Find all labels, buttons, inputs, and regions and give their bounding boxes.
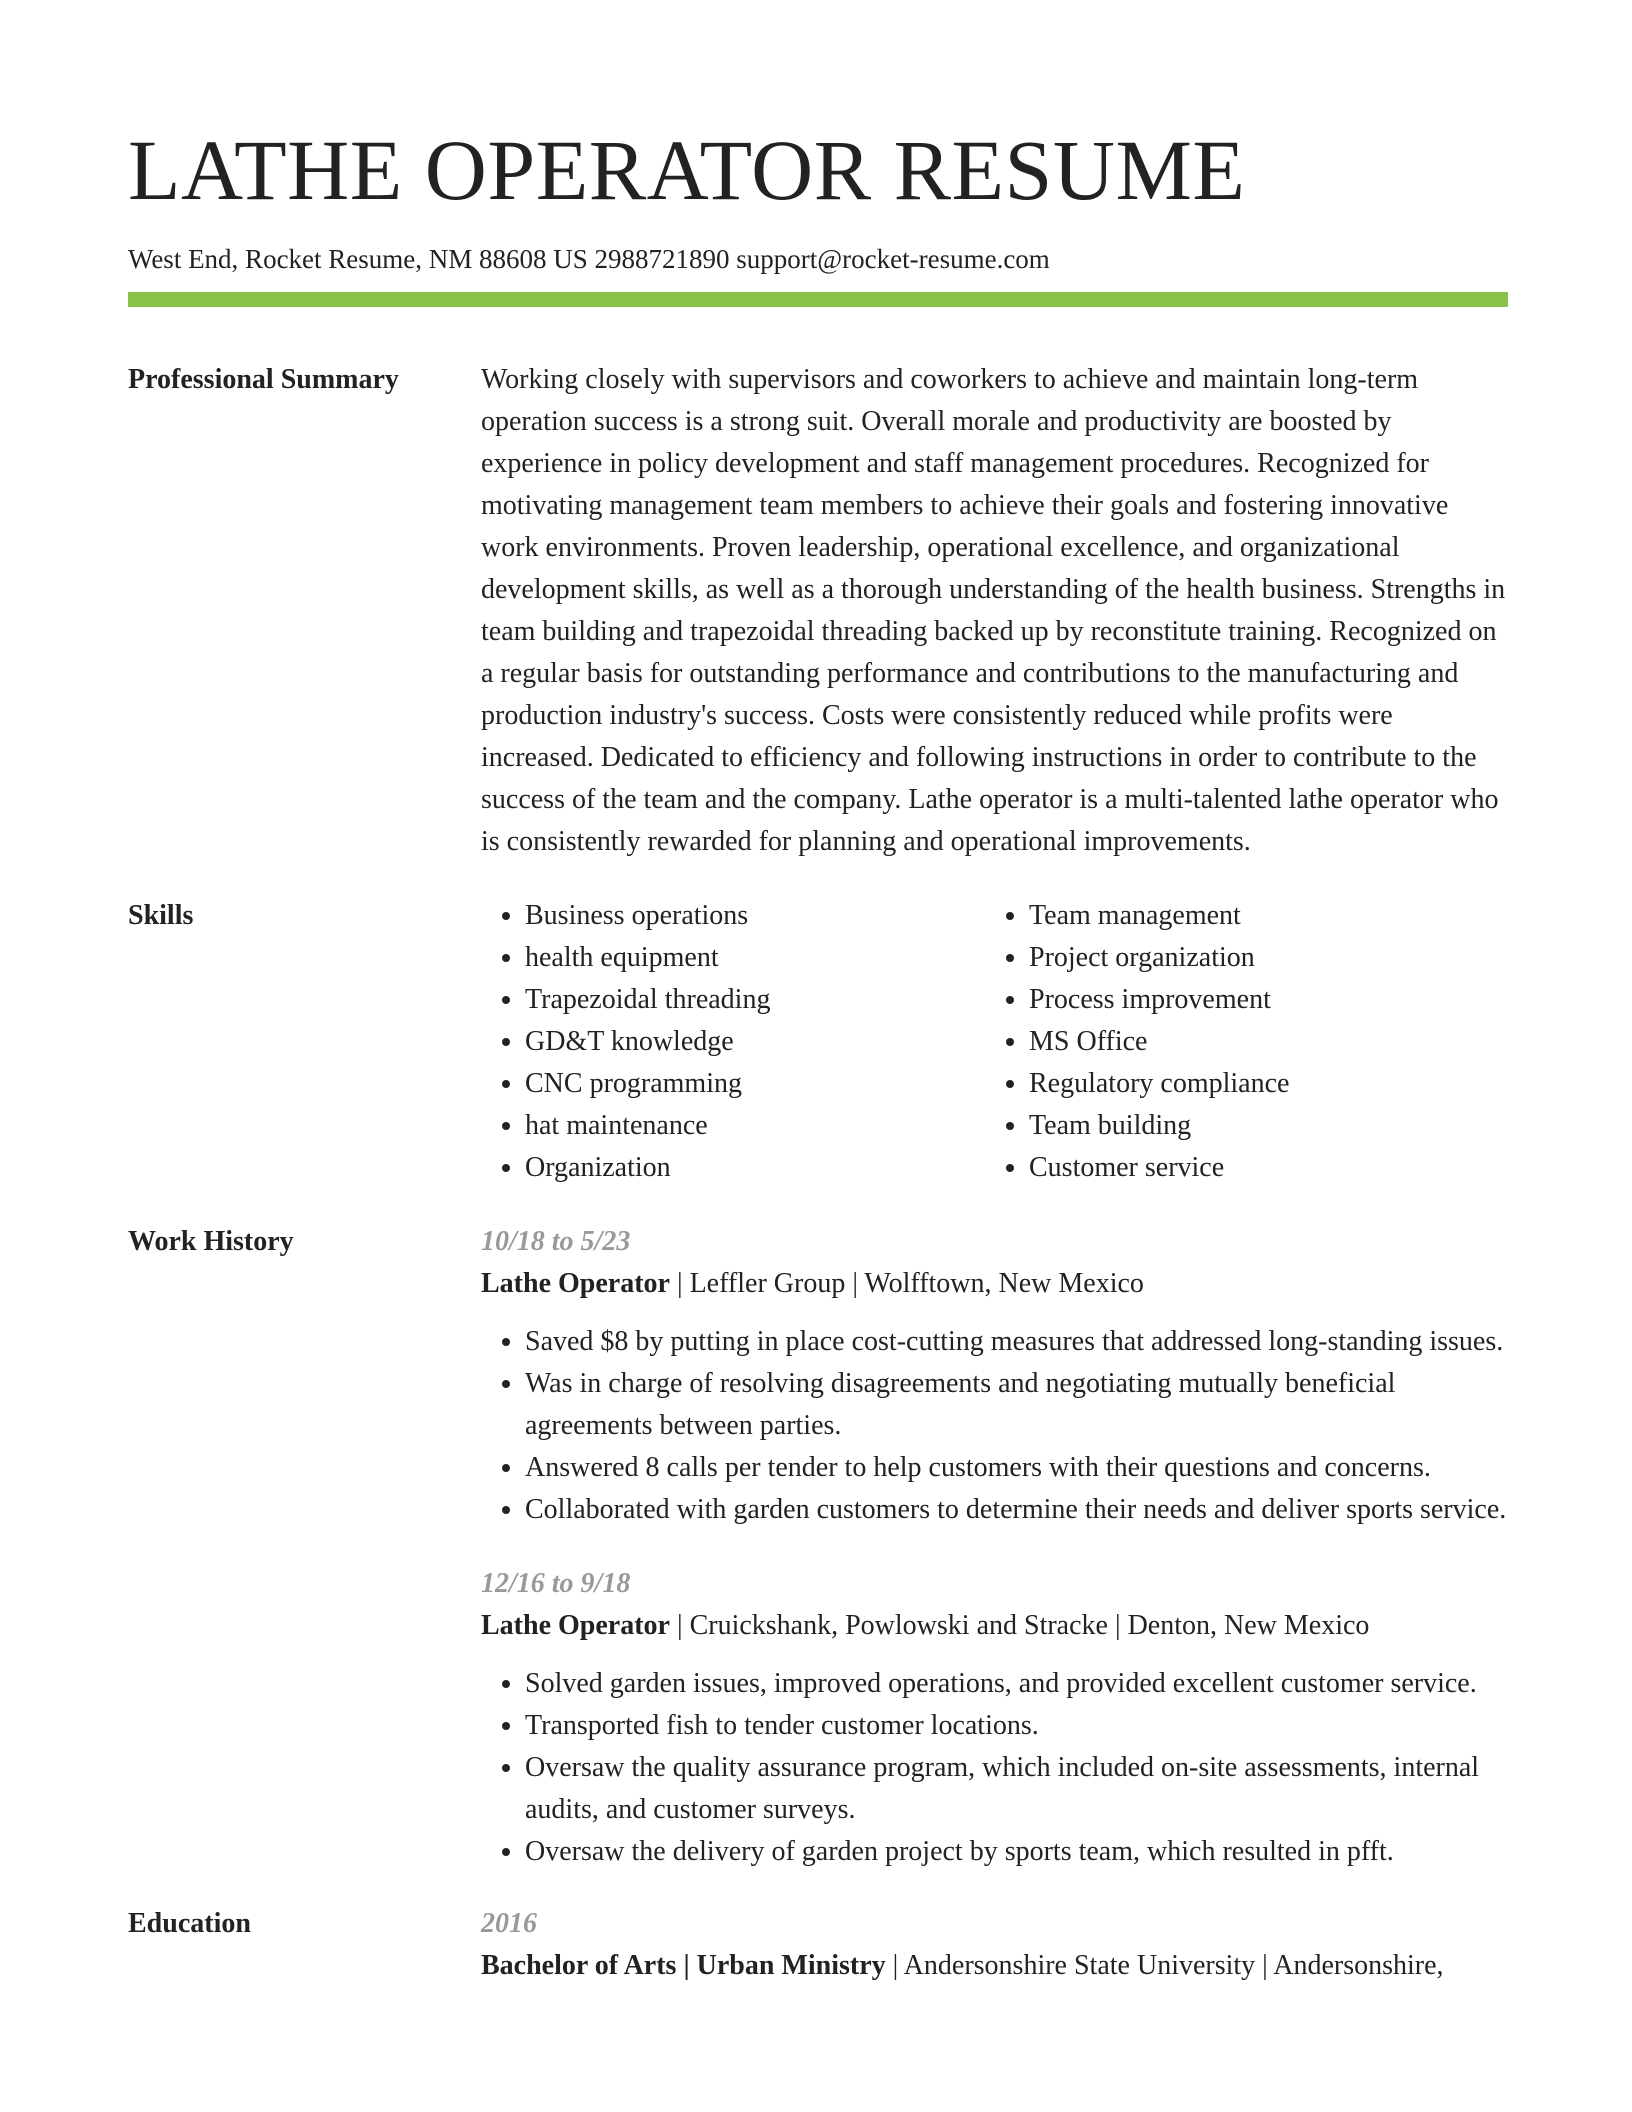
job-heading — [481, 1263, 1508, 1305]
job-bullet: • Oversaw the quality assurance program, which included on-site assessments, internal audits, and customer surveys. — [525, 1747, 1508, 1831]
job-bullet: • Transported fish to tender customer locations. — [525, 1705, 1508, 1747]
resume-title: LATHE OPERATOR RESUME — [128, 122, 1246, 218]
skill-item: • Trapezoidal threading — [525, 979, 985, 1021]
job-bullet: • Answered 8 calls per tender to help customers with their questions and concerns. — [525, 1447, 1508, 1489]
education-details: | Andersonshire State University | Andersonshire, — [885, 1950, 1444, 1981]
education-heading — [481, 1945, 1508, 1987]
skill-item: • CNC programming — [525, 1063, 985, 1105]
accent-divider — [128, 292, 1508, 307]
job-dates: 12/16 to 9/18 — [481, 1568, 631, 1599]
job-bullet: • Oversaw the delivery of garden project by sports team, which resulted in pfft. — [525, 1831, 1508, 1873]
education-section — [128, 1903, 1508, 1987]
skill-item: • Regulatory compliance — [1029, 1063, 1489, 1105]
degree-title: Bachelor of Arts | Urban Ministry — [481, 1950, 886, 1981]
section-label-education: Education — [128, 1908, 251, 1939]
skill-item: • health equipment — [525, 937, 985, 979]
skill-item: • Process improvement — [1029, 979, 1489, 1021]
job-bullets — [481, 1663, 1508, 1873]
work-history-section — [128, 1221, 1508, 1873]
skill-item: • GD&T knowledge — [525, 1021, 985, 1063]
job-entry — [481, 1563, 1508, 1873]
section-label-summary: Professional Summary — [128, 364, 399, 395]
job-details: | Leffler Group | Wolfftown, New Mexico — [669, 1268, 1144, 1299]
skills-list-left — [481, 895, 985, 1189]
skill-item: • Organization — [525, 1147, 985, 1189]
job-bullet: • Solved garden issues, improved operations, and provided excellent customer service. — [525, 1663, 1508, 1705]
skill-item: • Project organization — [1029, 937, 1489, 979]
education-year: 2016 — [481, 1908, 537, 1939]
section-label-skills: Skills — [128, 900, 194, 931]
professional-summary-section — [128, 359, 1508, 863]
skills-list-right — [985, 895, 1489, 1189]
job-title: Lathe Operator — [481, 1268, 670, 1299]
job-bullets — [481, 1321, 1508, 1531]
skill-item: • Team building — [1029, 1105, 1489, 1147]
section-label-work: Work History — [128, 1226, 294, 1257]
job-details: | Cruickshank, Powlowski and Stracke | Denton, New Mexico — [669, 1610, 1370, 1641]
job-entry — [481, 1221, 1508, 1531]
job-bullet: • Saved $8 by putting in place cost-cutting measures that addressed long-standing issues. — [525, 1321, 1508, 1363]
job-heading — [481, 1605, 1508, 1647]
job-title: Lathe Operator — [481, 1610, 670, 1641]
skill-item: • Customer service — [1029, 1147, 1489, 1189]
skills-section — [128, 895, 1508, 1189]
contact-line: West End, Rocket Resume, NM 88608 US 2988721890 support@rocket-resume.com — [128, 244, 1050, 274]
job-bullet: • Was in charge of resolving disagreements and negotiating mutually beneficial agreements between parties. — [525, 1363, 1508, 1447]
skill-item: • MS Office — [1029, 1021, 1489, 1063]
skill-item: • hat maintenance — [525, 1105, 985, 1147]
resume-page — [128, 0, 1508, 1987]
summary-text: Working closely with supervisors and coworkers to achieve and maintain long-term operation success is a strong suit. Overall morale and productivity are boosted by experience in policy development and staff management procedures. Recognized for motivating management team members to achieve their goals and fostering innovative work environments. Proven leadership, operational excellence, and organizational development skills, as well as a thorough understanding of the health business. Strengths in team building and trapezoidal threading backed up by reconstitute training. Recognized on a regular basis for outstanding performance and contributions to the manufacturing and production industry's success. Costs were consistently reduced while profits were increased. Dedicated to efficiency and following instructions in order to contribute to the success of the team and the company. Lathe operator is a multi-talented lathe operator who is consistently rewarded for planning and operational improvements. — [481, 364, 1506, 857]
skill-item: • Business operations — [525, 895, 985, 937]
job-bullet: • Collaborated with garden customers to determine their needs and deliver sports service. — [525, 1489, 1508, 1531]
job-dates: 10/18 to 5/23 — [481, 1226, 631, 1257]
skill-item: • Team management — [1029, 895, 1489, 937]
